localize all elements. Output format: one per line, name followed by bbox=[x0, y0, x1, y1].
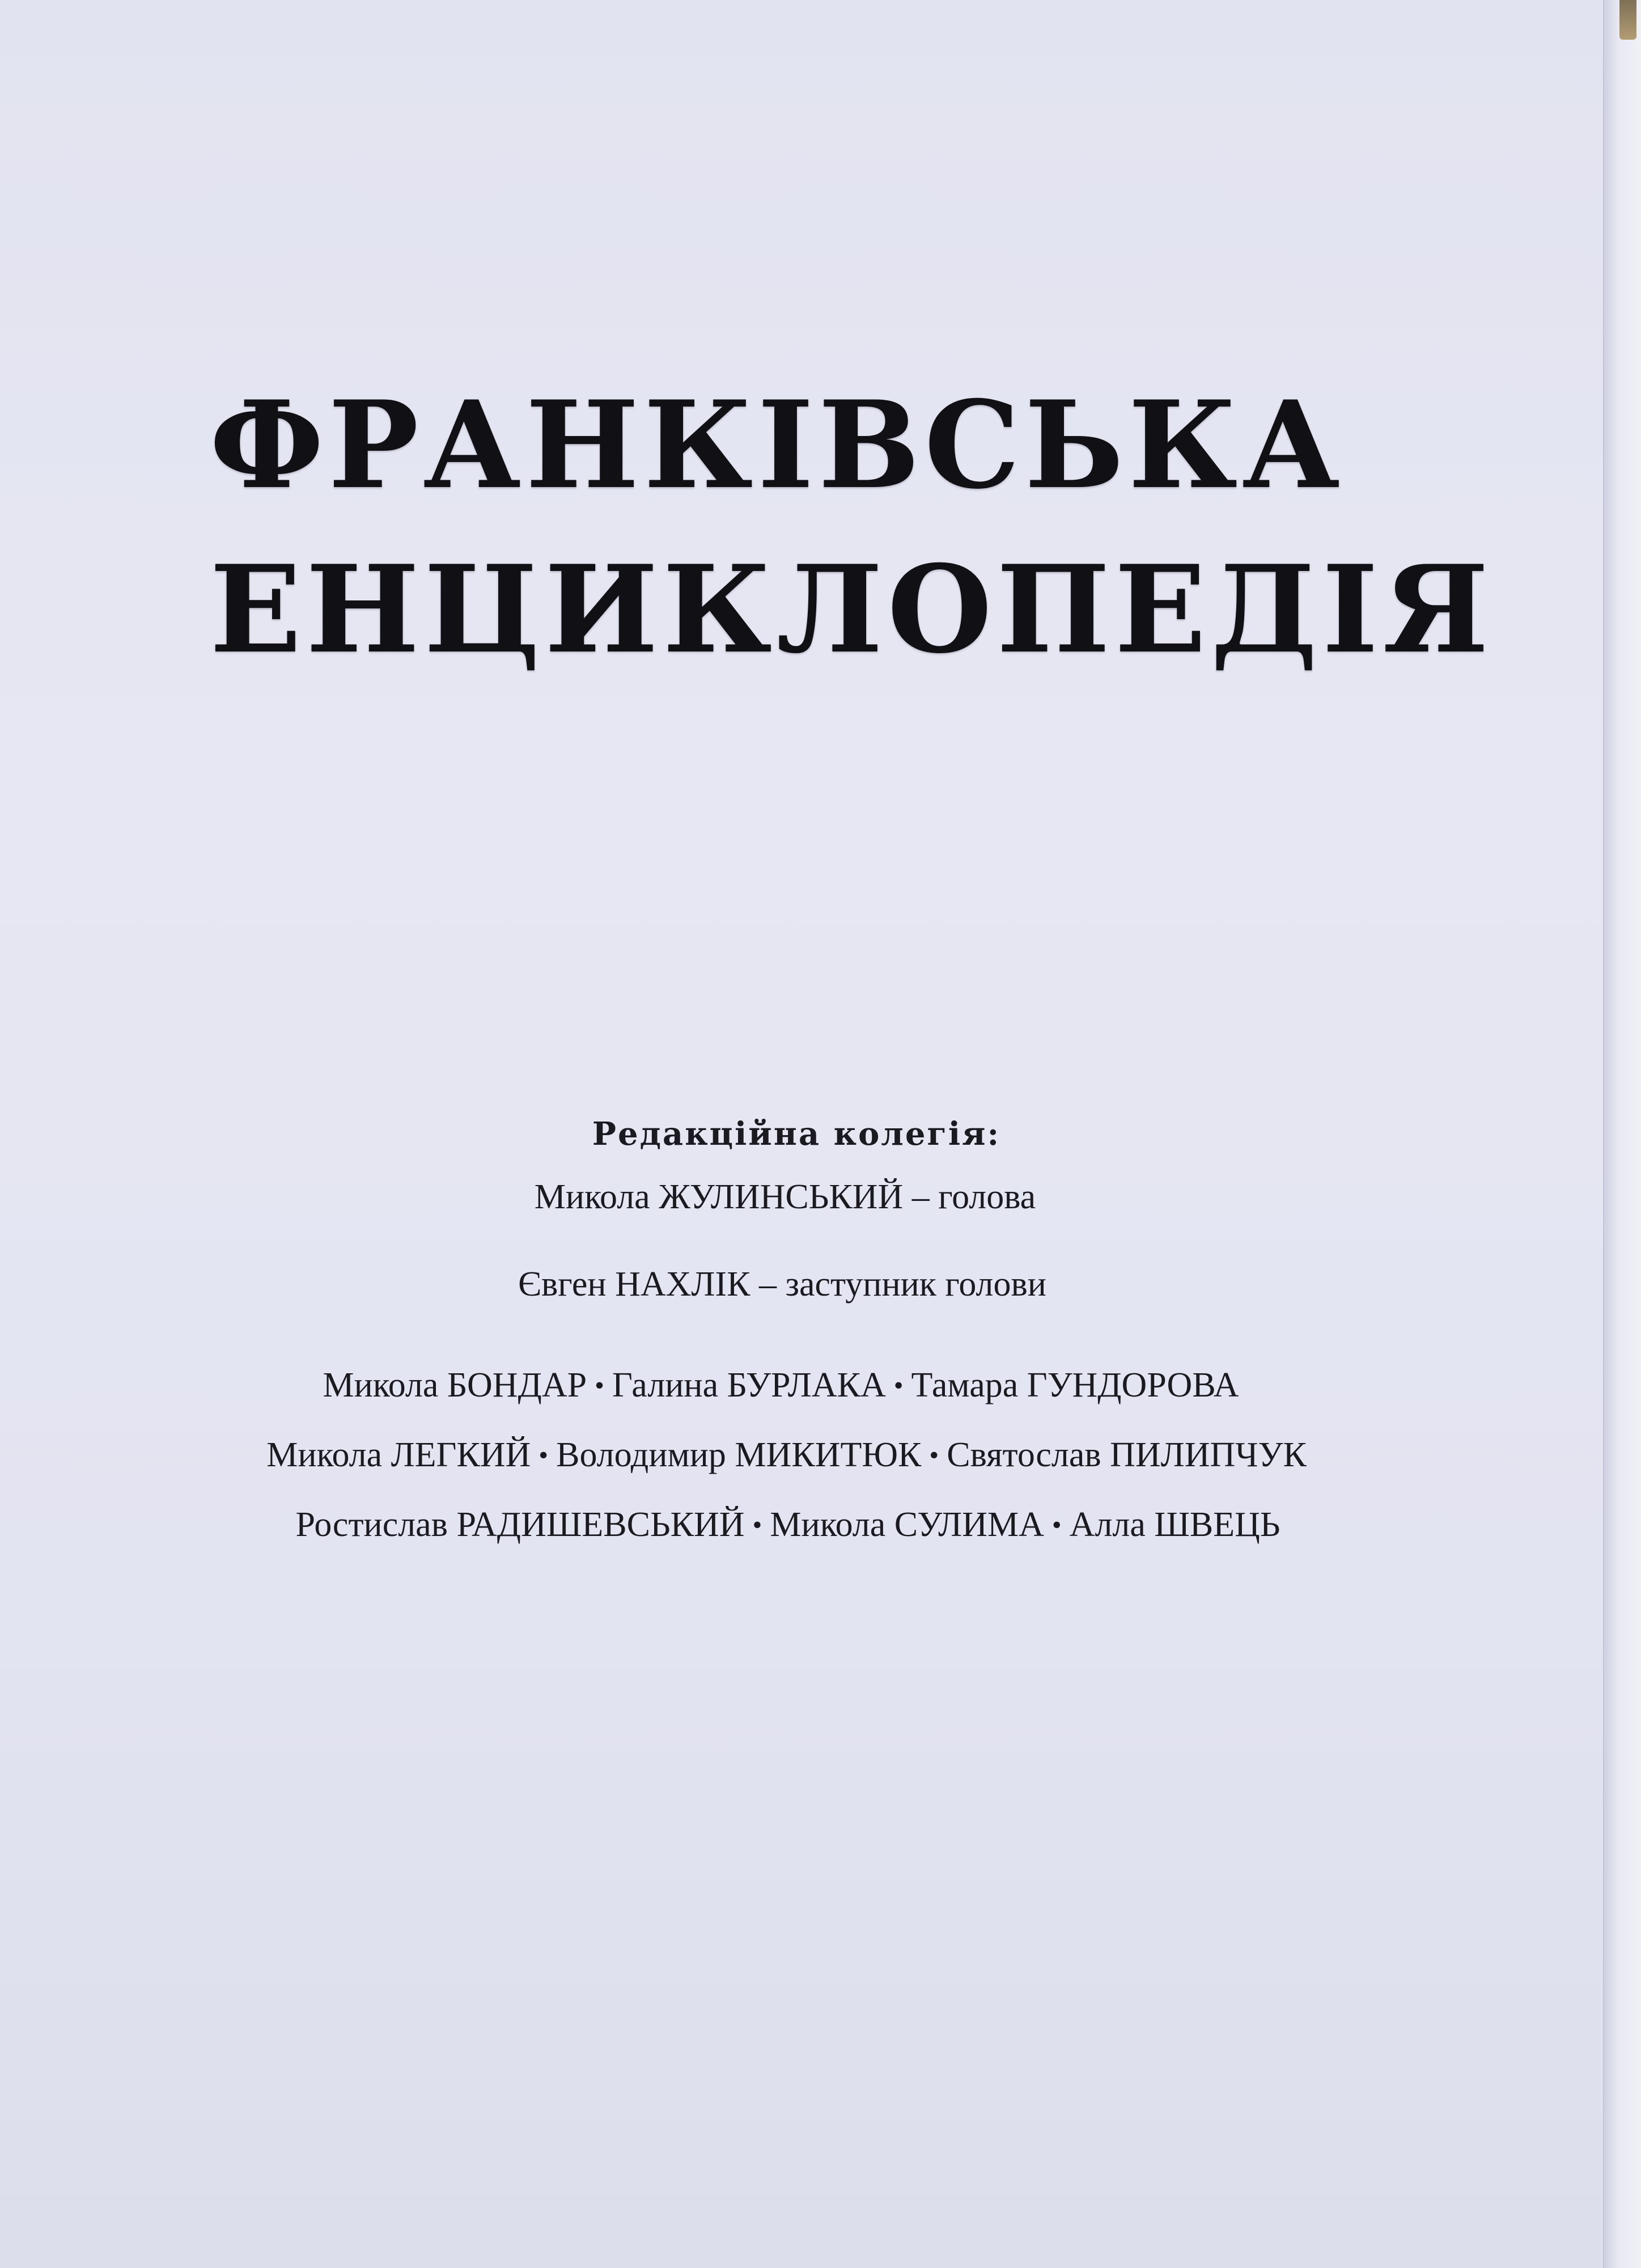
board-member: Галина БУРЛАКА bbox=[612, 1366, 886, 1404]
bullet-separator: • bbox=[893, 1370, 904, 1400]
bullet-separator: • bbox=[1051, 1510, 1062, 1540]
board-chair: Микола ЖУЛИНСЬКИЙ – голова bbox=[534, 1178, 1036, 1216]
board-member: Микола БОНДАР bbox=[323, 1366, 587, 1404]
board-members-row bbox=[0, 1421, 1604, 1491]
board-member: Микола ЛЕГКИЙ bbox=[266, 1436, 531, 1474]
board-member: Микола СУЛИМА bbox=[770, 1505, 1044, 1544]
board-member: Святослав ПИЛИПЧУК bbox=[947, 1436, 1307, 1474]
board-members-row bbox=[0, 1491, 1604, 1561]
board-member: Алла ШВЕЦЬ bbox=[1069, 1505, 1280, 1544]
bullet-separator: • bbox=[595, 1370, 604, 1400]
board-member: Володимир МИКИТЮК bbox=[556, 1436, 922, 1474]
editorial-board-heading: Редакційна колегія: bbox=[592, 1115, 1001, 1153]
board-members bbox=[0, 1352, 1604, 1561]
board-member: Ростислав РАДИШЕВСЬКИЙ bbox=[295, 1505, 745, 1544]
board-members-row bbox=[0, 1352, 1604, 1421]
board-deputy-chair: Євген НАХЛІК – заступник голови bbox=[518, 1265, 1046, 1304]
bullet-separator: • bbox=[538, 1440, 549, 1470]
bullet-separator: • bbox=[752, 1510, 762, 1540]
title-line-1: ФРАНКІВСЬКА bbox=[210, 374, 1345, 515]
board-member: Тамара ГУНДОРОВА bbox=[911, 1366, 1239, 1404]
page-stack-edge bbox=[1603, 0, 1641, 2268]
title-line-2: ЕНЦИКЛОПЕДІЯ bbox=[210, 539, 1494, 680]
book-cover-corner bbox=[1619, 0, 1636, 40]
bullet-separator: • bbox=[929, 1440, 939, 1470]
book-title bbox=[210, 363, 1494, 692]
editorial-board bbox=[0, 1111, 1604, 1561]
